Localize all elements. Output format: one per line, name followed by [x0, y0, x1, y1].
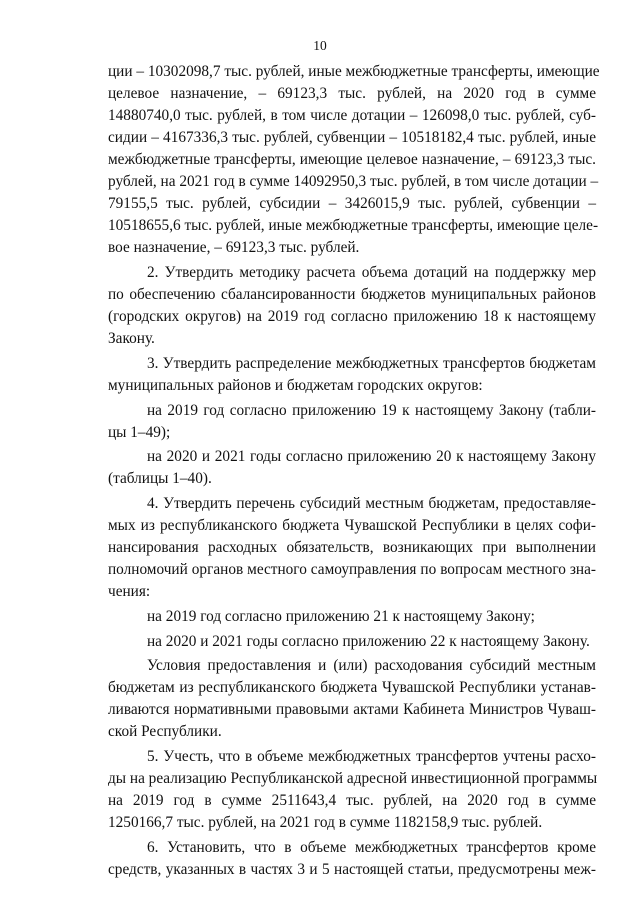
text-line: по обеспечению сбалансированности бюджетов муниципальных районов: [108, 286, 596, 303]
text-line: вое назначение, – 69123,3 тыс. рублей.: [108, 239, 360, 256]
text-line: ды на реализацию Республиканской адресной инвестиционной программы: [108, 770, 598, 787]
text-line: 14880740,0 тыс. рублей, в том числе дотации – 126098,0 тыс. рублей, суб-: [108, 107, 596, 124]
text-line: Закону.: [108, 330, 155, 347]
paragraph-4-first-line: 4. Утвердить перечень субсидий местным бюджетам, предоставляе-: [147, 495, 596, 512]
text-line: 79155,5 тыс. рублей, субсидии – 3426015,9 тыс. рублей, субвенции –: [108, 195, 596, 212]
paragraph-conditions-first-line: Условия предоставления и (или) расходования субсидий местным: [147, 657, 596, 674]
paragraph-2-first-line: 2. Утвердить методику расчета объема дотаций на поддержку мер: [147, 264, 596, 281]
paragraph-3-first-line: 3. Утвердить распределение межбюджетных трансфертов бюджетам: [147, 355, 596, 372]
text-line: межбюджетные трансферты, имеющие целевое назначение, – 69123,3 тыс.: [108, 151, 596, 168]
paragraph-6-first-line: 6. Установить, что в объеме межбюджетных трансфертов кроме: [147, 839, 596, 856]
text-line: ции – 10302098,7 тыс. рублей, иные межбюджетные трансферты, имеющие: [108, 63, 600, 80]
text-line: (городских округов) на 2019 год согласно приложению 18 к настоящему: [108, 308, 596, 325]
paragraph-5-first-line: 5. Учесть, что в объеме межбюджетных трансфертов учтены расхо-: [147, 748, 596, 765]
text-line: ливаются нормативными правовыми актами Кабинета Министров Чуваш-: [108, 701, 596, 718]
text-line: сидии – 4167336,3 тыс. рублей, субвенции – 10518182,4 тыс. рублей, иные: [108, 129, 596, 146]
text-line: полномочий органов местного самоуправления по вопросам местного зна-: [108, 561, 596, 578]
text-line: средств, указанных в частях 3 и 5 настоящей статьи, предусмотрены меж-: [108, 861, 596, 878]
text-line: нансирования расходных обязательств, возникающих при выполнении: [108, 539, 596, 556]
text-line: ской Республики.: [108, 723, 222, 740]
text-line: 1250166,7 тыс. рублей, на 2021 год в сумме 1182158,9 тыс. рублей.: [108, 814, 543, 831]
text-line: рублей, на 2021 год в сумме 14092950,3 тыс. рублей, в том числе дотации –: [108, 173, 599, 190]
text-line: (таблицы 1–40).: [108, 470, 212, 487]
text-line: целевое назначение, – 69123,3 тыс. рублей, на 2020 год в сумме: [108, 85, 596, 102]
text-line: мых из республиканского бюджета Чувашской Республики в целях софи-: [108, 517, 596, 534]
text-line: чения:: [108, 583, 151, 600]
text-line: бюджетам из республиканского бюджета Чувашской Республики устанав-: [108, 679, 596, 696]
list-item-2019: на 2019 год согласно приложению 19 к настоящему Закону (табли-: [147, 402, 596, 419]
text-line: муниципальных районов и бюджетам городских округов:: [108, 377, 483, 394]
text-line: 10518655,6 тыс. рублей, иные межбюджетные трансферты, имеющие целе-: [108, 217, 599, 234]
text-line: цы 1–49);: [108, 424, 171, 441]
list-item-2020-2021: на 2020 и 2021 годы согласно приложению 20 к настоящему Закону: [147, 448, 596, 465]
list-item-2019: на 2019 год согласно приложению 21 к настоящему Закону;: [147, 608, 535, 625]
list-item-2020-2021: на 2020 и 2021 годы согласно приложению 22 к настоящему Закону.: [147, 633, 590, 650]
page-number: 10: [313, 38, 327, 53]
text-line: на 2019 год в сумме 2511643,4 тыс. рублей, на 2020 год в сумме: [108, 792, 596, 809]
